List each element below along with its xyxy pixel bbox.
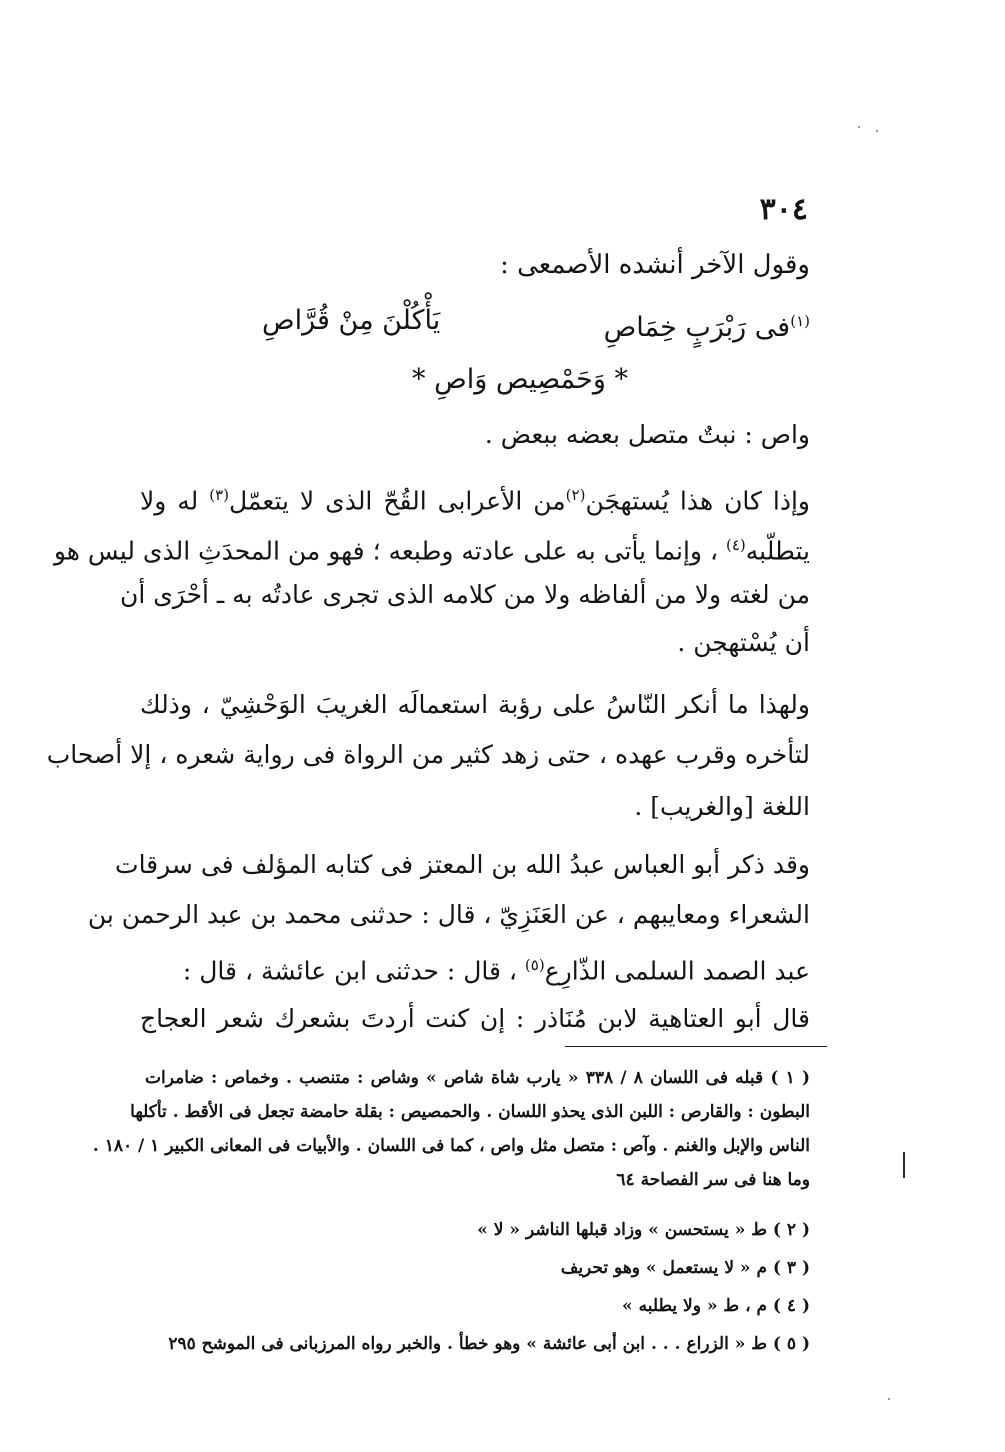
paragraph2-line2: لتأخره وقرب عهده ، حتى زهد كثير من الرواة فى رواية شعره ، إلا أصحاب [46,740,810,769]
gloss-line: واص : نبتٌ متصل بعضه ببعض . [484,420,810,449]
footnote-1-line1: ( ١ ) قبله فى اللسان ٨ / ٣٣٨ « يارب شاة شاص » وشاص : متنصب . وخماص : ضامرات [145,1068,811,1088]
p1l1-c: له ولا [140,486,210,516]
poem-hemistich-left: يَأْكُلْنَ مِنْ قُرَّاصِ [262,305,441,336]
paragraph3-line4: قال أبو العتاهية لابن مُنَاذر : إن كنت أردتَ بشعرك شعر العجاج [140,1004,810,1033]
paragraph3-line3 [183,948,810,988]
poem-hemistich-right [604,303,810,346]
footnote-ref-4: (٤) [725,536,746,554]
poem-second-line: * وَحَمْصِيص وَاصِ * [412,364,628,395]
scan-speck [888,1398,890,1400]
footnote-4: ( ٤ ) م ، ط « ولا يطلبه » [622,1296,810,1316]
p3l3-a: عبد الصمد السلمى الذّارِع [544,956,810,986]
footnote-ref-3: (٣) [209,486,230,504]
margin-mark [903,1152,905,1178]
scan-speck [858,126,860,128]
p3l3-b: ، قال : حدثنى ابن عائشة ، قال : [182,956,525,986]
paragraph3-line2: الشعراء ومعايبهم ، عن العَنَزِيّ ، قال : حدثنى محمد بن عبد الرحمن بن [87,900,810,929]
footnote-ref-5: (٥) [524,956,545,974]
intro-line: وقول الآخر أنشده الأصمعى : [500,250,810,280]
footnote-1-line2: البطون : والقارص : اللبن الذى يحذو اللسان . والحمصيص : بقلة حامضة تجعل فى الأقط . تأكلها [130,1102,810,1122]
p1l2-a: يتطلّبه [745,536,810,566]
p1l1-b: من الأعرابى القُحّ الذى لا يتعمّل [229,486,566,516]
footnote-separator [565,1046,827,1047]
p1l2-b: ، وإنما يأتى به على عادته وطبعه ؛ فهو من المحدَثِ الذى ليس هو [53,536,726,566]
footnote-1-line4: وما هنا فى سر الفصاحة ٦٤ [616,1170,810,1190]
footnote-5: ( ٥ ) ط « الزراع . . . ابن أبى عائشة » وهو خطأ . والخبر رواه المرزبانى فى الموشح ٢٩٥ [168,1334,810,1354]
paragraph1-line1 [140,478,810,518]
poem-footnote-marker: (١) [790,312,810,330]
paragraph1-line4: أن يُسْتهجن . [677,628,810,657]
scan-speck [876,130,878,132]
paragraph1-line2 [53,528,810,568]
footnote-3: ( ٣ ) م « لا يستعمل » وهو تحريف [560,1258,810,1278]
poem-hemistich-right-text: فى رَبْرَبٍ خِمَاصِ [603,312,791,343]
paragraph1-line3: من لغته ولا من ألفاظه ولا من كلامه الذى تجرى عادتُه به ـ أحْرَى أن [119,580,810,609]
footnote-2: ( ٢ ) ط « يستحسن » وزاد قبلها الناشر « لا » [477,1220,810,1240]
paragraph3-line1: وقد ذكر أبو العباس عبدُ الله بن المعتز فى كتابه المؤلف فى سرقات [115,850,810,879]
page-number: ٣٠٤ [759,192,808,227]
footnote-ref-2: (٢) [565,486,586,504]
paragraph2-line1: ولهذا ما أنكر النّاسُ على رؤبة استعمالَه الغريبَ الوَحْشِيّ ، وذلك [140,690,810,719]
footnote-1-line3: الناس والإبل والغنم . وآص : متصل مثل واص ، كما فى اللسان . والأبيات فى المعانى الكبير ١ / ١٨٠ . [92,1136,810,1156]
paragraph2-line3: اللغة [والغريب] . [634,792,810,821]
p1l1-a: وإذا كان هذا يُستهجَن [585,486,810,516]
